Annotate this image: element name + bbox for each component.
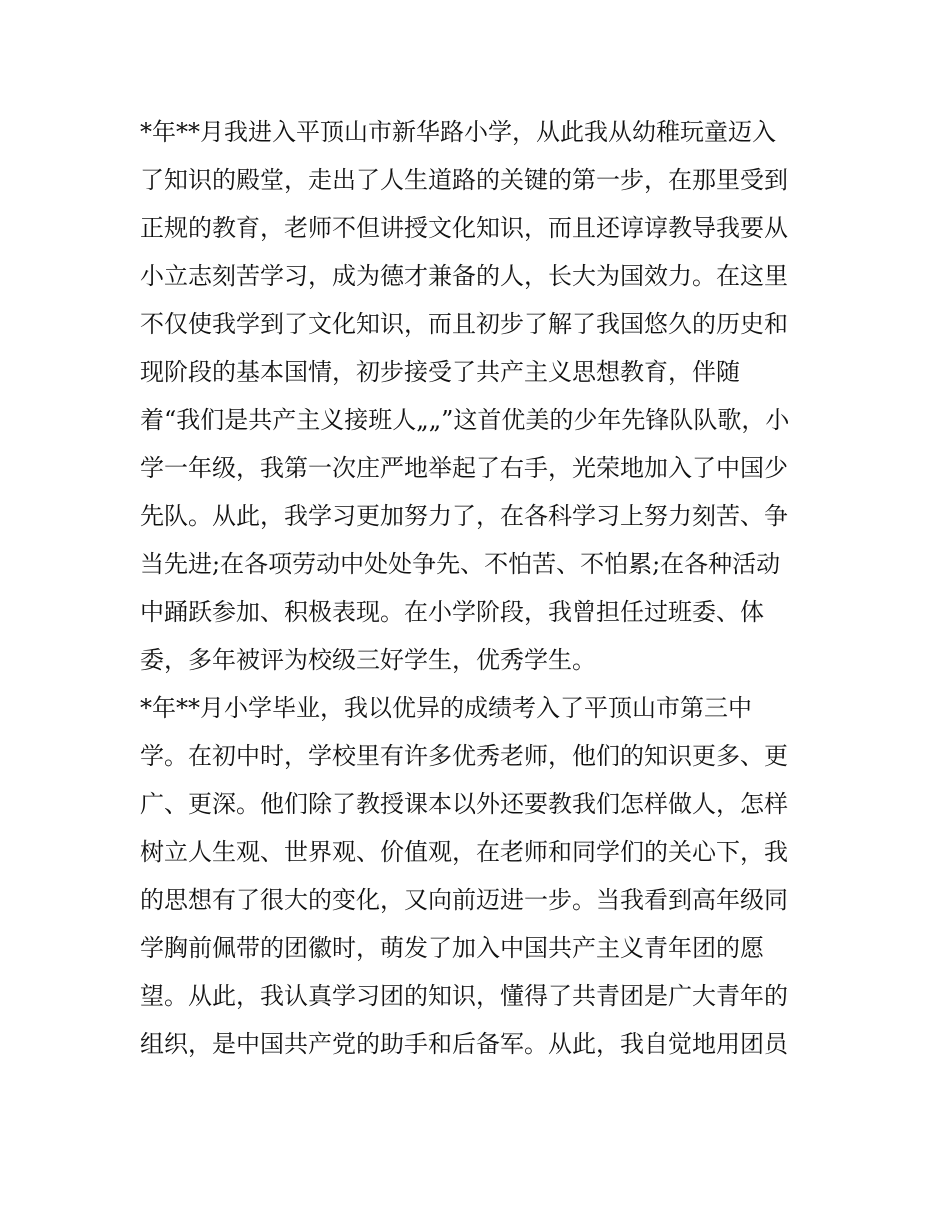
text-line: 正规的教育，老师不但讲授文化知识，而且还谆谆教导我要从 [140,214,788,242]
text-line: 现阶段的基本国情，初步接受了共产主义思想教育，伴随 [140,358,740,386]
text-line: 委，多年被评为校级三好学生，优秀学生。 [140,646,596,674]
text-line: 望。从此，我认真学习团的知识，懂得了共青团是广大青年的 [140,982,788,1010]
text-line: 广、更深。他们除了教授课本以外还要教我们怎样做人，怎样 [140,790,788,818]
document-body [140,108,820,1068]
text-line: 中踊跃参加、积极表现。在小学阶段，我曾担任过班委、体 [140,598,764,626]
text-line: *年**月小学毕业，我以优异的成绩考入了平顶山市第三中 [140,694,752,722]
text-line: 小立志刻苦学习，成为德才兼备的人，长大为国效力。在这里 [140,262,788,290]
text-line: 不仅使我学到了文化知识，而且初步了解了我国悠久的历史和 [140,310,788,338]
text-line: 先队。从此，我学习更加努力了，在各科学习上努力刻苦、争 [140,502,788,530]
text-line: 的思想有了很大的变化，又向前迈进一步。当我看到高年级同 [140,886,788,914]
text-line: 了知识的殿堂，走出了人生道路的关键的第一步，在那里受到 [140,166,788,194]
text-line: 学胸前佩带的团徽时，萌发了加入中国共产主义青年团的愿 [140,934,764,962]
text-line: 学一年级，我第一次庄严地举起了右手，光荣地加入了中国少 [140,454,788,482]
text-line: 着“我们是共产主义接班人„„”这首优美的少年先锋队队歌，小 [140,406,790,434]
text-line: *年**月我进入平顶山市新华路小学，从此我从幼稚玩童迈入 [140,118,776,146]
text-line: 组织，是中国共产党的助手和后备军。从此，我自觉地用团员 [140,1030,788,1058]
text-line: 学。在初中时，学校里有许多优秀老师，他们的知识更多、更 [140,742,788,770]
text-line: 当先进;在各项劳动中处处争先、不怕苦、不怕累;在各种活动 [140,550,781,578]
text-line: 树立人生观、世界观、价值观，在老师和同学们的关心下，我 [140,838,788,866]
